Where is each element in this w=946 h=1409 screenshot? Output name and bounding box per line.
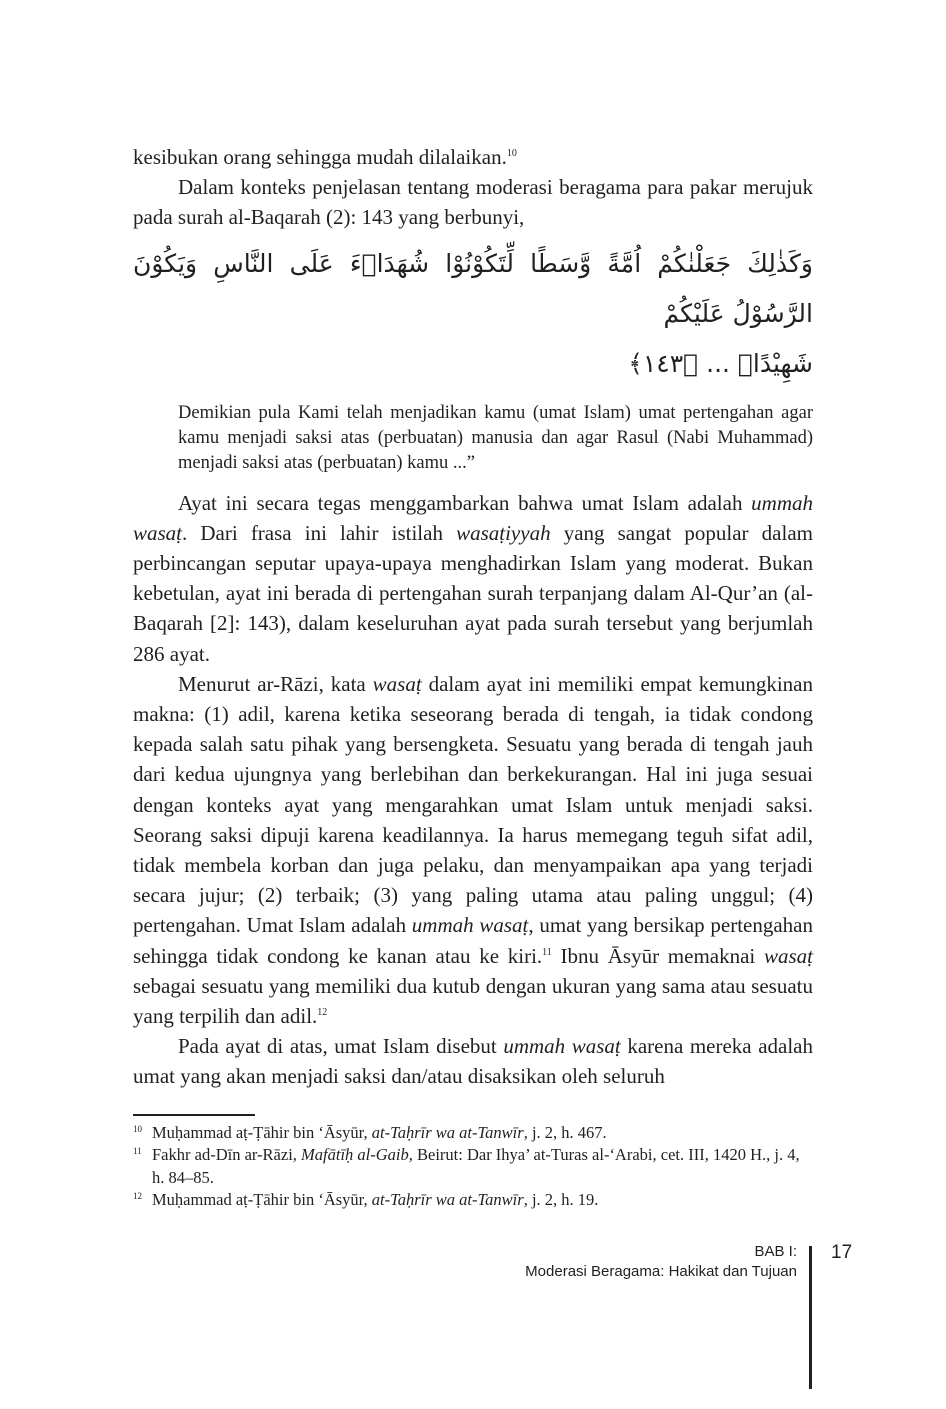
text-run: Muḥammad aṭ-Ṭāhir bin ‘Āsyūr, — [152, 1190, 372, 1210]
quran-verse — [133, 239, 813, 389]
verse-translation: Demikian pula Kami telah menjadikan kamu (umat Islam) umat pertengahan agar kamu menjadi saksi atas (perbuatan) manusia dan agar Rasul (Nabi Muhammad) menjadi saksi atas (perbuatan) kamu ...” — [178, 402, 813, 473]
italic-term: wasaṭ — [763, 943, 813, 968]
italic-term: at-Taḥrīr wa at-Tanwīr — [371, 1122, 524, 1142]
footnote-ref: 10 — [506, 148, 517, 159]
italic-term: at-Taḥrīr wa at-Tanwīr — [371, 1190, 524, 1210]
text-run: sebagai sesuatu yang memiliki dua kutub dengan ukuran yang sama atau sesuatu yang terpilih dan adil. — [133, 973, 813, 1029]
text-run: Fakhr ad-Dīn ar-Rāzi, — [152, 1145, 302, 1165]
text-run: dalam ayat ini memiliki empat kemungkinan makna: (1) adil, karena ketika seseorang berada di tengah, ia tidak condong kepada salah satu pihak yang bersengketa. Sesuatu yang berada di tengah jauh dari kedua ujungnya yang berlebihan dan berkekurangan. Hal ini juga sesuai dengan konteks ayat yang mengarahkan umat Islam untuk menjadi saksi. Seorang saksi dipuji karena keadilannya. Ia harus memegang teguh sifat adil, tidak membela korban dan juga pelaku, dan menyampaikan apa yang terjadi secara jujur; (2) terbaik; (3) yang paling utama atau paling unggul; (4) pertengahan. Umat Islam adalah — [133, 671, 813, 938]
page-number: 17 — [831, 1241, 853, 1263]
italic-term: ummah wasaṭ — [503, 1034, 621, 1059]
paragraph — [133, 1031, 813, 1091]
text-run: yang sangat popular dalam perbincangan seputar upaya-upaya menghadirkan Islam yang moderat. Bukan kebetulan, ayat ini berada di pertengahan surah terpanjang dalam Al-Qur’an (al-Baqarah [2]: 143), dalam keseluruhan ayat pada surah tersebut yang berjumlah 286 ayat. — [133, 520, 813, 666]
text-run: , Beirut: Dar Ihya’ at-Turas al-‘Arabi, cet. III, 1420 H., j. 4, h. 84–85. — [152, 1145, 800, 1187]
footnote — [133, 1144, 813, 1189]
italic-term: ummah wasaṭ — [133, 490, 813, 545]
running-footer — [525, 1242, 797, 1282]
body-text-top — [133, 142, 813, 233]
paragraph — [133, 172, 813, 232]
footnote-number: 10 — [133, 1123, 142, 1134]
footnote-number: 12 — [133, 1191, 142, 1202]
text-run: Pada ayat di atas, umat Islam disebut — [178, 1034, 504, 1059]
body-text-main — [133, 488, 813, 1092]
footnotes — [133, 1122, 813, 1212]
italic-term: Mafātīḥ al-Gaib — [301, 1145, 409, 1165]
footnote-divider — [133, 1114, 255, 1116]
footnote — [133, 1122, 813, 1145]
arabic-line-1: وَكَذٰلِكَ جَعَلْنٰكُمْ اُمَّةً وَّسَطًا لِّتَكُوْنُوْا شُهَدَاۤءَ عَلَى النَّاسِ وَيَكُوْنَ الرَّسُوْلُ عَلَيْكُمْ — [133, 248, 813, 328]
footnote-ref: 11 — [542, 946, 552, 958]
text-run: Menurut ar-Rāzi, kata — [178, 671, 373, 696]
text-run: Muḥammad aṭ-Ṭāhir bin ‘Āsyūr, — [152, 1122, 372, 1142]
text-run: , j. 2, h. 467. — [523, 1122, 607, 1142]
chapter-title: Moderasi Beragama: Hakikat dan Tujuan — [525, 1262, 797, 1280]
paragraph — [133, 669, 813, 1031]
chapter-label: BAB I: — [754, 1242, 797, 1260]
text-run: Ibnu Āsyūr memaknai — [551, 943, 764, 968]
text-run: , j. 2, h. 19. — [523, 1190, 599, 1210]
footnote-ref: 12 — [317, 1007, 328, 1019]
italic-term: wasaṭiyyah — [456, 520, 551, 545]
text-run: . Dari frasa ini lahir istilah — [182, 520, 457, 545]
text-run: Dalam konteks penjelasan tentang moderasi beragama para pakar merujuk pada surah al-Baqarah (2): 143 yang berbunyi, — [133, 175, 813, 230]
italic-term: wasaṭ — [372, 671, 422, 696]
paragraph — [133, 488, 813, 669]
italic-term: ummah wasaṭ — [411, 913, 529, 938]
text-run: karena mereka adalah umat yang akan menjadi saksi dan/atau disaksikan oleh seluruh — [133, 1034, 813, 1089]
text-run: Ayat ini secara tegas menggambarkan bahwa umat Islam adalah — [178, 490, 752, 515]
running-footer-row — [133, 1242, 946, 1389]
spacer — [133, 1212, 813, 1242]
text-run: kesibukan orang sehingga mudah dilalaikan. — [133, 145, 507, 169]
text-run: , umat yang bersikap pertengahan sehingga tidak condong ke kanan atau ke kiri. — [133, 913, 813, 968]
footnote-number: 11 — [133, 1146, 142, 1157]
paragraph — [133, 142, 813, 172]
footer-divider — [809, 1246, 812, 1389]
arabic-line-2: شَهِيْدًاۗ ... ﴿١٤٣﴾ — [628, 348, 813, 378]
footnote — [133, 1189, 813, 1212]
